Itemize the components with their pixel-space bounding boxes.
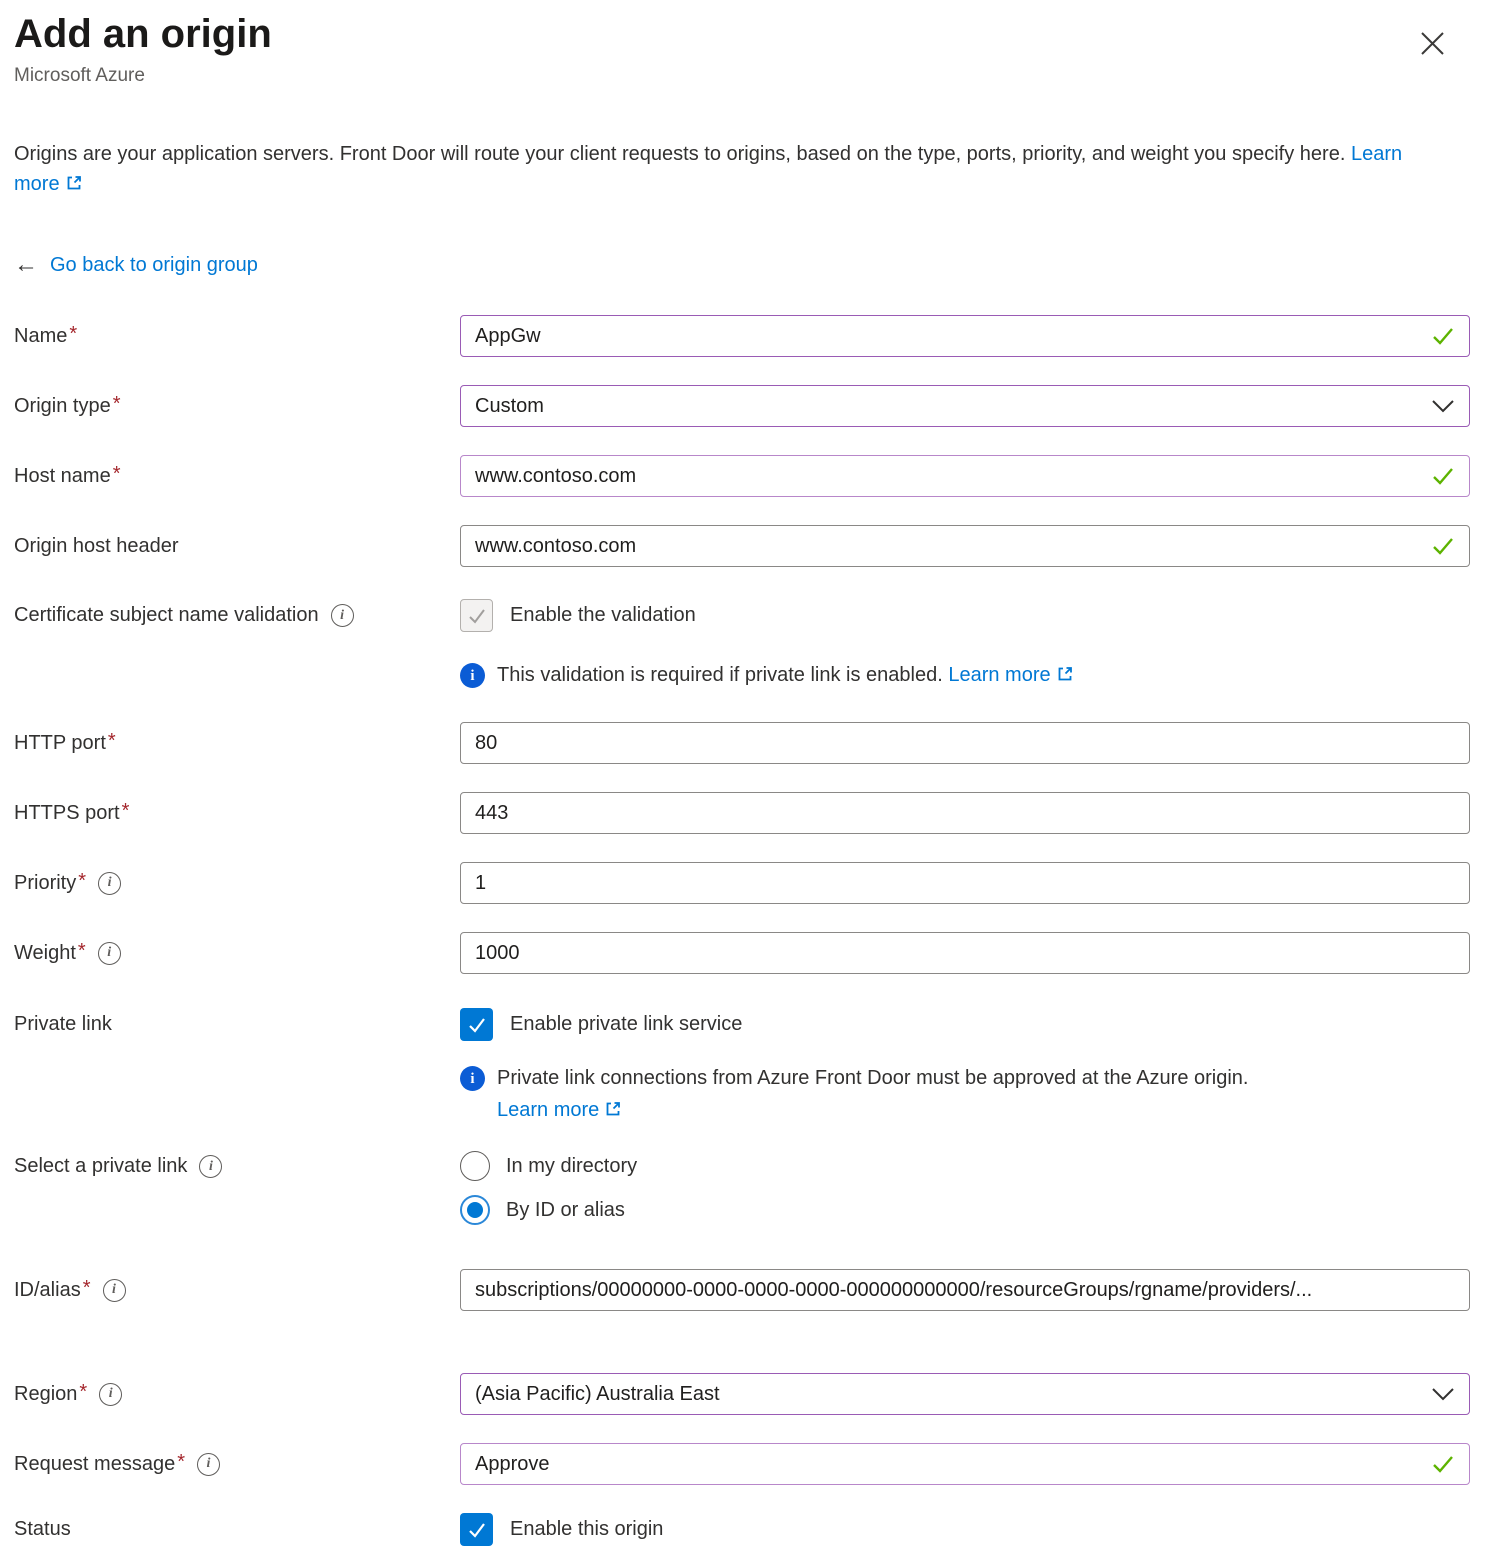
name-value: AppGw xyxy=(475,324,541,347)
learn-more-link-private[interactable]: Learn more xyxy=(497,1095,1248,1127)
required-marker: * xyxy=(112,462,121,485)
chevron-down-icon xyxy=(1430,1386,1456,1402)
cert-validation-row xyxy=(14,599,1470,632)
id-alias-row xyxy=(14,1269,1470,1311)
status-label: Status xyxy=(14,1518,71,1540)
external-link-icon xyxy=(604,1097,622,1127)
cert-info-text: This validation is required if private link is enabled. Learn more xyxy=(497,660,1074,692)
http-port-input[interactable] xyxy=(460,722,1470,764)
status-row xyxy=(14,1513,1470,1546)
go-back-link[interactable]: Go back to origin group xyxy=(50,253,258,276)
required-marker: * xyxy=(77,939,86,962)
origin-host-header-value: www.contoso.com xyxy=(475,534,637,557)
origin-host-header-label: Origin host header xyxy=(14,534,179,557)
weight-row xyxy=(14,932,1470,974)
https-port-label: HTTPS port * xyxy=(14,799,130,824)
page-subtitle: Microsoft Azure xyxy=(14,65,145,86)
id-alias-input[interactable] xyxy=(460,1269,1470,1311)
host-name-row xyxy=(14,455,1470,497)
select-private-link-row xyxy=(14,1151,1470,1225)
back-row xyxy=(14,253,1470,277)
cert-validation-checkbox xyxy=(460,599,493,632)
private-link-row xyxy=(14,1008,1470,1041)
radio-label: By ID or alias xyxy=(506,1198,625,1221)
https-port-value: 443 xyxy=(475,801,509,824)
region-value: (Asia Pacific) Australia East xyxy=(475,1382,720,1405)
https-port-input[interactable] xyxy=(460,792,1470,834)
host-name-input[interactable] xyxy=(460,455,1470,497)
private-link-checkbox[interactable] xyxy=(460,1008,493,1041)
origin-host-header-row xyxy=(14,525,1470,567)
private-link-label: Private link xyxy=(14,1013,112,1035)
origin-form xyxy=(14,315,1470,1546)
info-icon[interactable]: i xyxy=(199,1155,222,1178)
required-marker: * xyxy=(79,1380,88,1403)
info-icon[interactable]: i xyxy=(98,872,121,895)
origin-type-select[interactable] xyxy=(460,385,1470,427)
info-icon[interactable]: i xyxy=(197,1453,220,1476)
http-port-row xyxy=(14,722,1470,764)
host-name-value: www.contoso.com xyxy=(475,464,637,487)
origin-type-row xyxy=(14,385,1470,427)
required-marker: * xyxy=(177,1450,185,1473)
valid-check-icon xyxy=(1430,463,1456,489)
description-text: Origins are your application servers. Front Door will route your client requests to origins, based on the type, ports, priority, and weight you specify here. xyxy=(14,143,1346,165)
required-marker: * xyxy=(82,1276,91,1299)
origin-host-header-input[interactable] xyxy=(460,525,1470,567)
name-row xyxy=(14,315,1470,357)
origin-type-value: Custom xyxy=(475,394,544,417)
request-message-value: Approve xyxy=(475,1452,550,1475)
http-port-label: HTTP port * xyxy=(14,729,116,754)
external-link-icon xyxy=(1056,662,1074,692)
priority-label: Priority * i xyxy=(14,872,460,895)
name-label: Name * xyxy=(14,322,78,347)
status-checkbox[interactable] xyxy=(460,1513,493,1546)
priority-row xyxy=(14,862,1470,904)
priority-value: 1 xyxy=(475,871,487,894)
info-filled-icon: i xyxy=(460,1066,485,1091)
request-message-label: Request message * i xyxy=(14,1453,460,1476)
cert-validation-label: Certificate subject name validation i xyxy=(14,604,460,627)
private-link-info-row xyxy=(14,1063,1470,1127)
valid-check-icon xyxy=(1430,533,1456,559)
valid-check-icon xyxy=(1430,1451,1456,1477)
back-arrow-icon: ← xyxy=(14,251,38,278)
learn-more-link-cert[interactable]: Learn more xyxy=(948,664,1073,686)
chevron-down-icon xyxy=(1430,398,1456,414)
radio-in-my-directory[interactable] xyxy=(460,1151,1470,1181)
close-button[interactable] xyxy=(1412,26,1452,66)
required-marker: * xyxy=(121,799,130,822)
radio-label: In my directory xyxy=(506,1154,638,1177)
weight-input[interactable] xyxy=(460,932,1470,974)
valid-check-icon xyxy=(1430,323,1456,349)
request-message-row xyxy=(14,1443,1470,1485)
region-select[interactable] xyxy=(460,1373,1470,1415)
private-link-radio-group xyxy=(460,1151,1470,1225)
cert-validation-checkbox-label: Enable the validation xyxy=(510,604,696,626)
info-filled-icon: i xyxy=(460,663,485,688)
priority-input[interactable] xyxy=(460,862,1470,904)
panel-description xyxy=(14,139,1444,201)
id-alias-label: ID/alias * i xyxy=(14,1279,460,1302)
select-private-link-label: Select a private link i xyxy=(14,1151,460,1178)
info-icon[interactable]: i xyxy=(331,604,354,627)
private-link-checkbox-label: Enable private link service xyxy=(510,1013,743,1035)
private-link-info-text: Private link connections from Azure Front Door must be approved at the Azure origin. Learn more xyxy=(497,1063,1248,1127)
status-checkbox-label: Enable this origin xyxy=(510,1518,664,1540)
weight-label: Weight * i xyxy=(14,942,460,965)
required-marker: * xyxy=(78,869,87,892)
origin-type-label: Origin type * xyxy=(14,392,121,417)
https-port-row xyxy=(14,792,1470,834)
host-name-label: Host name * xyxy=(14,462,121,487)
required-marker: * xyxy=(107,729,116,752)
weight-value: 1000 xyxy=(475,941,520,964)
panel-header xyxy=(14,12,1470,87)
radio-selected-icon xyxy=(460,1195,490,1225)
info-icon[interactable]: i xyxy=(98,942,121,965)
required-marker: * xyxy=(69,322,78,345)
radio-by-id-or-alias[interactable] xyxy=(460,1195,1470,1225)
radio-unselected-icon xyxy=(460,1151,490,1181)
id-alias-value: subscriptions/00000000-0000-0000-0000-000000000000/resourceGroups/rgname/providers/... xyxy=(475,1278,1313,1301)
required-marker: * xyxy=(112,392,121,415)
close-icon xyxy=(1419,30,1446,62)
region-label: Region * i xyxy=(14,1383,460,1406)
cert-info-note-row xyxy=(14,660,1470,692)
page-title: Add an origin xyxy=(14,12,272,56)
info-icon[interactable]: i xyxy=(99,1383,122,1406)
name-input[interactable] xyxy=(460,315,1470,357)
region-row xyxy=(14,1373,1470,1415)
external-link-icon xyxy=(65,171,83,201)
http-port-value: 80 xyxy=(475,731,498,754)
learn-more-link-header[interactable]: Learn more xyxy=(14,143,1402,195)
request-message-input[interactable] xyxy=(460,1443,1470,1485)
info-icon[interactable]: i xyxy=(103,1279,126,1302)
